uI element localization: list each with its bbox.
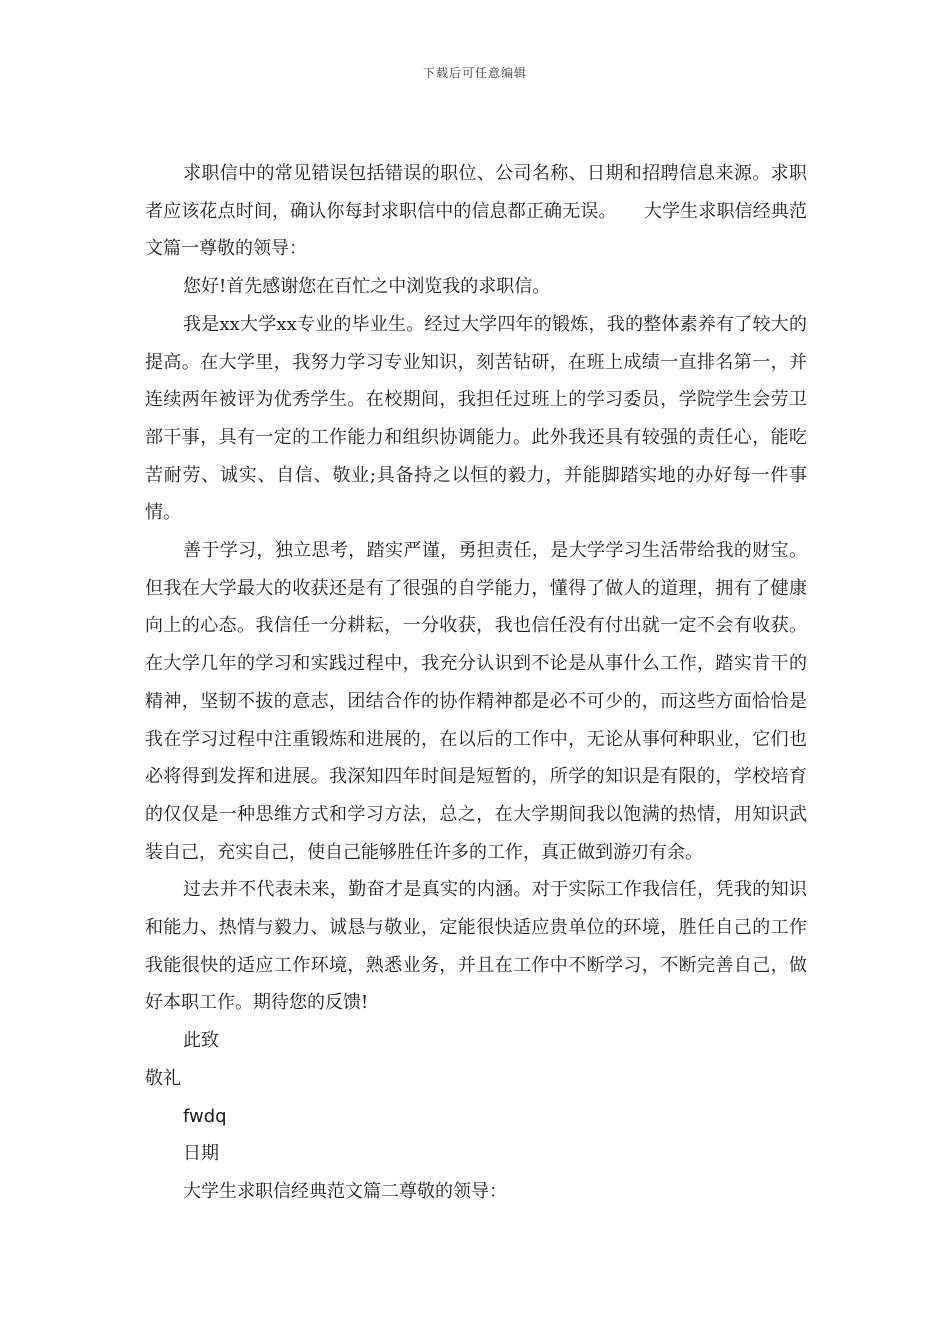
document-body [145,155,807,1211]
closing-regards: 敬礼 [145,1067,181,1089]
body-paragraph-2: 善于学习，独立思考，踏实严谨，勇担责任，是大学学习生活带给我的财宝。但我在大学最大的收获还是有了很强的自学能力，懂得了做人的道理，拥有了健康向上的心态。我信任一分耕耘，一分收获，我也信任没有付出就一定不会有收获。在大学几年的学习和实践过程中，我充分认识到不论是从事什么工作，踏实肯干的精神，坚韧不拔的意志，团结合作的协作精神都是必不可少的，而这些方面恰恰是我在学习过程中注重锻炼和进展的，在以后的工作中，无论从事何种职业，它们也必将得到发挥和进展。我深知四年时间是短暂的，所学的知识是有限的，学校培育的仅仅是一种思维方式和学习方法，总之，在大学期间我以饱满的热情，用知识武装自己，充实自己，使自己能够胜任许多的工作，真正做到游刃有余。 [145,540,807,863]
date-label: 日期 [183,1143,219,1165]
next-letter-title: 大学生求职信经典范文篇二尊敬的领导： [183,1180,507,1202]
body-paragraph-3: 过去并不代表未来，勤奋才是真实的内涵。对于实际工作我信任，凭我的知识和能力、热情与毅力、诚恳与敬业，定能很快适应贵单位的环境，胜任自己的工作我能很快的适应工作环境，熟悉业务，并且在工作中不断学习，不断完善自己，做好本职工作。期待您的反馈! [145,879,807,1014]
greeting-line: 您好!首先感谢您在百忙之中浏览我的求职信。 [183,276,551,298]
intro-paragraph: 求职信中的常见错误包括错误的职位、公司名称、日期和招聘信息来源。求职者应该花点时间，确认你每封求职信中的信息都正确无误。 大学生求职信经典范文篇一尊敬的领导： [145,163,807,260]
page-header-note: 下载后可任意编辑 [422,66,527,80]
body-paragraph-1: 我是xx大学xx专业的毕业生。经过大学四年的锻炼，我的整体素养有了较大的提高。在大学里，我努力学习专业知识，刻苦钻研，在班上成绩一直排名第一，并连续两年被评为优秀学生。在校期间，我担任过班上的学习委员，学院学生会劳卫部干事，具有一定的工作能力和组织协调能力。此外我还具有较强的责任心，能吃苦耐劳、诚实、自信、敬业;具备持之以恒的毅力，并能脚踏实地的办好每一件事情。 [145,313,807,524]
signature: fwdq [183,1105,227,1127]
closing-salutation: 此致 [183,1030,219,1052]
